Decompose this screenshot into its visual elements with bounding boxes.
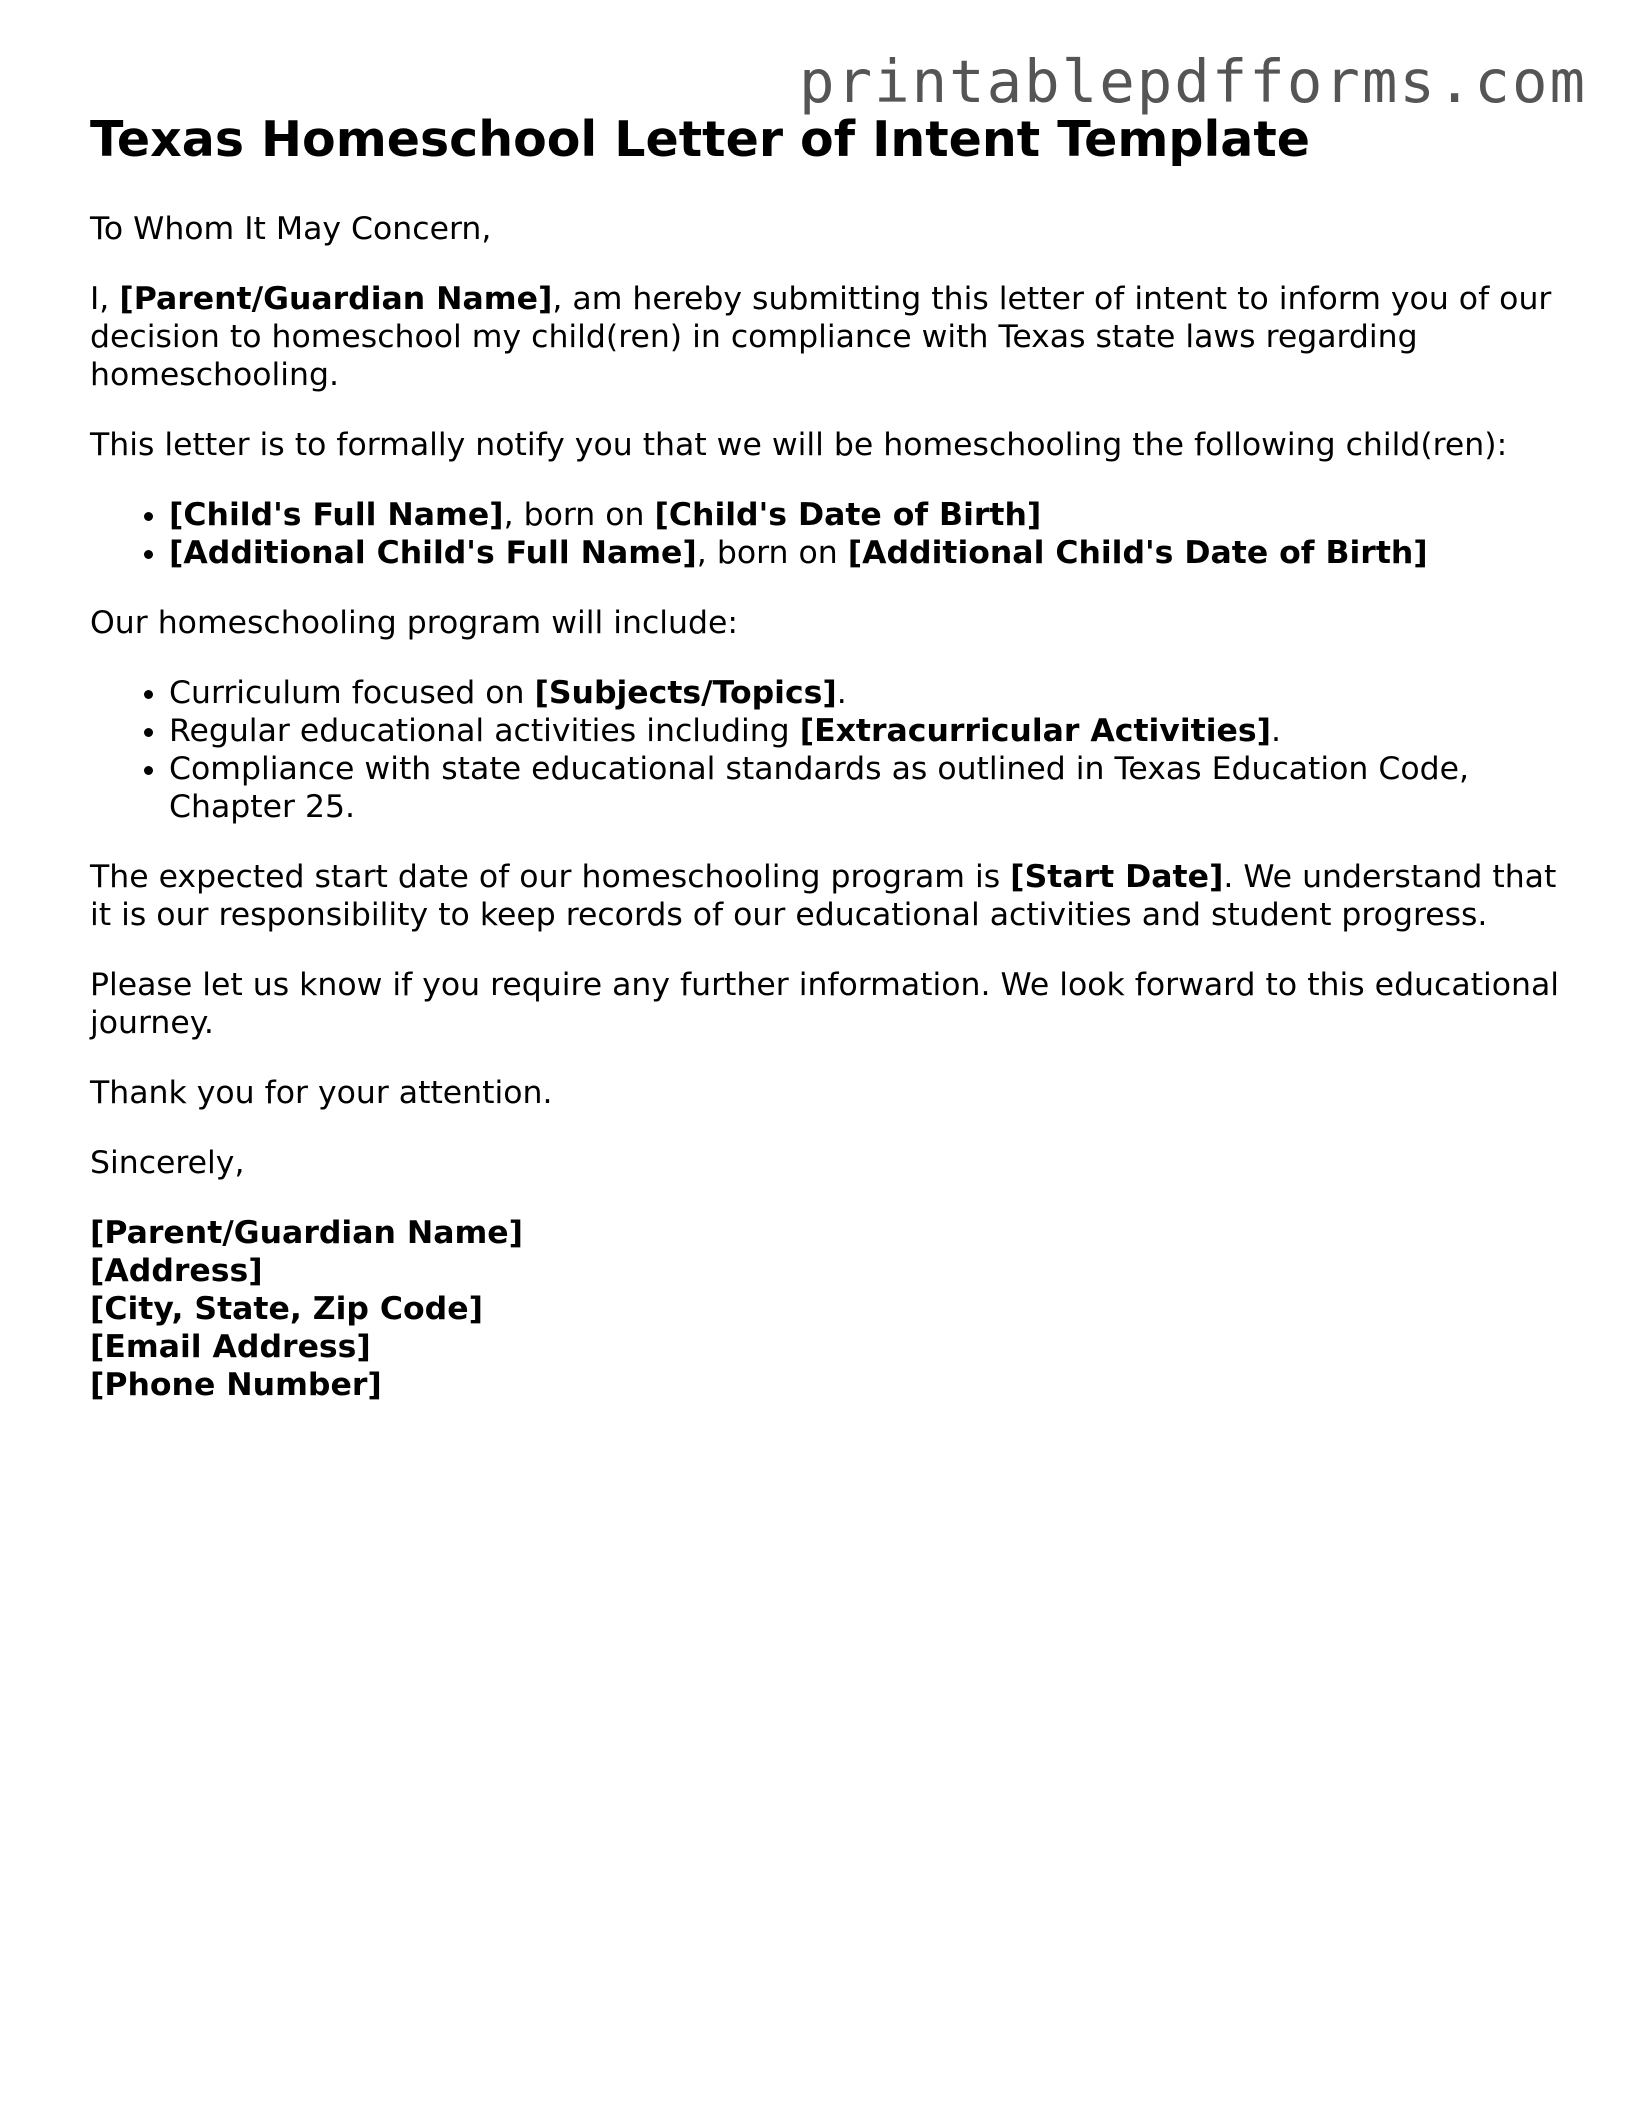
child-name-placeholder: [Additional Child's Full Name] bbox=[169, 535, 697, 571]
intro-paragraph bbox=[90, 280, 1560, 394]
intro-prefix: I, bbox=[90, 281, 120, 317]
child-name-placeholder: [Child's Full Name] bbox=[169, 497, 504, 533]
signature-address: [Address] bbox=[90, 1253, 263, 1289]
children-list bbox=[90, 496, 1560, 572]
parent-name-placeholder: [Parent/Guardian Name] bbox=[119, 281, 553, 317]
list-item bbox=[169, 712, 1560, 750]
program-intro: Our homeschooling program will include: bbox=[90, 605, 738, 641]
list-item bbox=[169, 534, 1560, 572]
signature-block bbox=[90, 1214, 1560, 1404]
item-text: Regular educational activities including bbox=[169, 713, 800, 749]
list-item bbox=[169, 496, 1560, 534]
item-suffix: . bbox=[836, 675, 847, 711]
signature-phone: [Phone Number] bbox=[90, 1367, 382, 1403]
signature-name: [Parent/Guardian Name] bbox=[90, 1215, 524, 1251]
program-list bbox=[90, 674, 1560, 826]
intro-rest: , am hereby submitting this letter of intent to inform you of our decision to homeschool my child(ren) in compliance with Texas state laws regarding homeschooling. bbox=[90, 281, 1552, 393]
further-info-paragraph: Please let us know if you require any further information. We look forward to this educational journey. bbox=[90, 967, 1560, 1041]
start-rest: . We understand that it is our responsibility to keep records of our educational activities and student progress. bbox=[90, 859, 1557, 933]
letter-page bbox=[90, 110, 1560, 1404]
item-text: Curriculum focused on bbox=[169, 675, 535, 711]
salutation: To Whom It May Concern, bbox=[90, 211, 492, 247]
signature-city-state-zip: [City, State, Zip Code] bbox=[90, 1291, 483, 1327]
subjects-placeholder: [Subjects/Topics] bbox=[534, 675, 837, 711]
item-text: Compliance with state educational standards as outlined in Texas Education Code, Chapter 25. bbox=[169, 751, 1470, 825]
list-item bbox=[169, 674, 1560, 712]
born-label: , born on bbox=[696, 535, 848, 571]
thanks-paragraph: Thank you for your attention. bbox=[90, 1075, 553, 1111]
page-title: Texas Homeschool Letter of Intent Template bbox=[90, 111, 1311, 168]
start-date-paragraph bbox=[90, 858, 1560, 934]
child-dob-placeholder: [Additional Child's Date of Birth] bbox=[847, 535, 1428, 571]
born-label: , born on bbox=[503, 497, 655, 533]
activities-placeholder: [Extracurricular Activities] bbox=[799, 713, 1272, 749]
start-prefix: The expected start date of our homeschooling program is bbox=[90, 859, 1011, 895]
item-suffix: . bbox=[1271, 713, 1282, 749]
closing: Sincerely, bbox=[90, 1145, 245, 1181]
notify-paragraph: This letter is to formally notify you that we will be homeschooling the following child(ren): bbox=[90, 427, 1508, 463]
start-date-placeholder: [Start Date] bbox=[1010, 859, 1224, 895]
signature-email: [Email Address] bbox=[90, 1329, 371, 1365]
list-item bbox=[169, 750, 1560, 826]
child-dob-placeholder: [Child's Date of Birth] bbox=[654, 497, 1042, 533]
watermark: printablepdfforms.com bbox=[799, 47, 1587, 116]
